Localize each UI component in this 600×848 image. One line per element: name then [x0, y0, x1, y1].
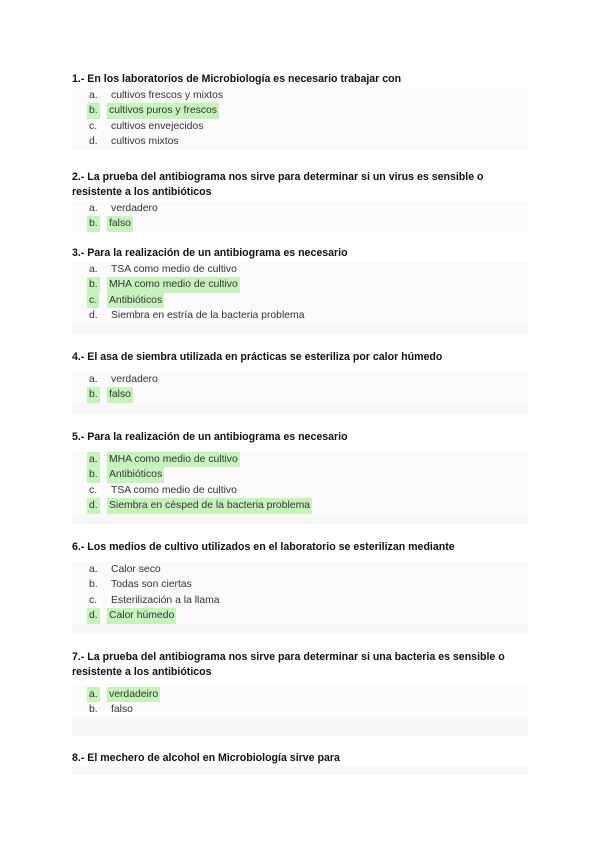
divider: [72, 624, 528, 634]
option-b-correct[interactable]: b. falso: [72, 387, 528, 402]
option-c[interactable]: c. cultivos envejecidos: [72, 119, 528, 134]
option-a[interactable]: a. verdadero: [72, 372, 528, 387]
option-b[interactable]: b. falso: [72, 702, 528, 717]
question-text: 2.- La prueba del antibiograma nos sirve para determinar si un virus es sensible o resistente a los antibióticos: [72, 171, 484, 198]
option-a-correct[interactable]: a. verdadeiro: [72, 687, 528, 702]
question-8: [72, 751, 532, 775]
question-text: 8.- El mechero de alcohol en Microbiología sirve para: [72, 752, 340, 764]
question-text: 4.- El asa de siembra utilizada en prácticas se esteriliza por calor húmedo: [72, 351, 443, 363]
option-d-correct[interactable]: d. Calor húmedo: [72, 608, 528, 623]
question-3: [72, 246, 532, 334]
question-6: [72, 540, 532, 634]
option-d-correct[interactable]: d. Siembra en césped de la bacteria problema: [72, 498, 528, 513]
option-b-correct[interactable]: b. Antibióticos: [72, 467, 528, 482]
divider: [72, 324, 528, 334]
divider: [72, 767, 528, 775]
question-5: [72, 430, 532, 524]
question-text: 7.- La prueba del antibiograma nos sirve para determinar si una bacteria es sensible o resistente a los antibióticos: [72, 651, 505, 678]
option-b-correct[interactable]: b. falso: [72, 216, 528, 231]
option-a[interactable]: a. cultivos frescos y mixtos: [72, 88, 528, 103]
option-a[interactable]: a. Calor seco: [72, 562, 528, 577]
question-text: 3.- Para la realización de un antibiograma es necesario: [72, 247, 348, 259]
question-4: [72, 350, 532, 413]
option-d[interactable]: d. Siembra en estría de la bacteria problema: [72, 308, 528, 323]
option-c-correct[interactable]: c. Antibióticos: [72, 293, 528, 308]
option-b-correct[interactable]: b. cultivos puros y frescos: [72, 103, 528, 118]
question-text: 6.- Los medios de cultivo utilizados en el laboratorio se esterilizan mediante: [72, 541, 455, 553]
option-c[interactable]: c. Esterilización a la llama: [72, 593, 528, 608]
divider: [72, 514, 528, 524]
option-a[interactable]: a. TSA como medio de cultivo: [72, 262, 528, 277]
option-a-correct[interactable]: a. MHA como medio de cultivo: [72, 452, 528, 467]
question-7: [72, 650, 532, 736]
option-c[interactable]: c. TSA como medio de cultivo: [72, 483, 528, 498]
question-text: 1.- En los laboratorios de Microbiología es necesario trabajar con: [72, 73, 402, 85]
question-1: [72, 72, 532, 150]
question-text: 5.- Para la realización de un antibiograma es necesario: [72, 431, 348, 443]
option-b-correct[interactable]: b. MHA como medio de cultivo: [72, 277, 528, 292]
divider: [72, 718, 528, 736]
divider: [72, 403, 528, 413]
option-a[interactable]: a. verdadero: [72, 201, 528, 216]
option-b[interactable]: b. Todas son ciertas: [72, 577, 528, 592]
option-d[interactable]: d. cultivos mixtos: [72, 134, 528, 149]
question-2: [72, 170, 532, 232]
